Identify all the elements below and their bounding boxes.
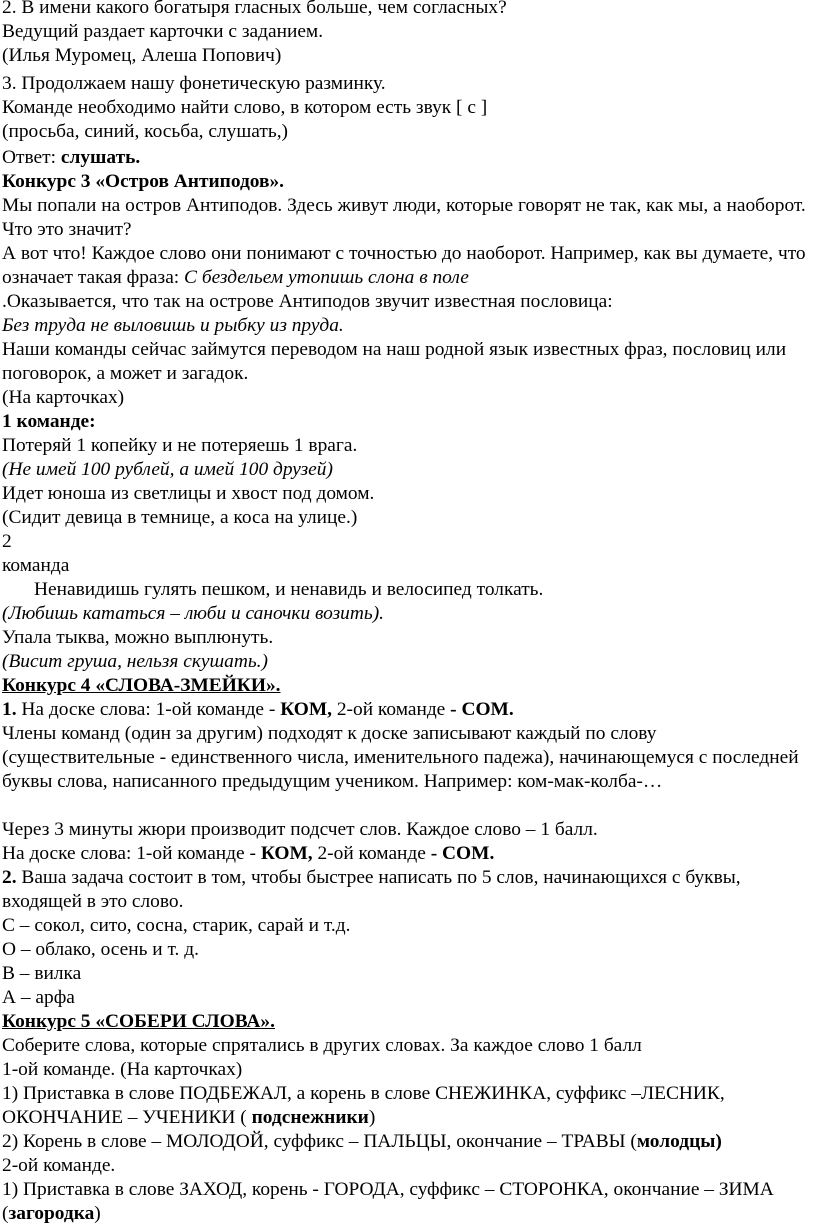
paragraph: Ведущий раздает карточки с заданием.: [2, 21, 324, 42]
team-2-label: 2-ой команде.: [2, 1155, 116, 1176]
team-2-label: команда: [2, 555, 70, 576]
text-run: 2-ой команде: [312, 843, 431, 864]
paragraph: Соберите слова, которые спрятались в других словах. За каждое слово 1 балл: [2, 1035, 642, 1056]
list-item: С – сокол, сито, сосна, старик, сарай и т.д.: [2, 915, 351, 936]
phrase: Потеряй 1 копейку и не потеряешь 1 врага.: [2, 435, 358, 456]
word-task: [2, 1130, 810, 1154]
task-number: 1.: [2, 699, 17, 720]
question-3: 3. Продолжаем нашу фонетическую разминку.: [2, 73, 386, 94]
paragraph: (На карточках): [2, 387, 125, 408]
answer-line: [2, 146, 810, 170]
example-phrase: С бездельем утопишь слона в поле: [184, 266, 469, 288]
paragraph: Команде необходимо найти слово, в котором есть звук [ с ]: [2, 97, 488, 118]
heading-text: Конкурс 3 «Остров Антиподов».: [2, 171, 285, 192]
list-item: А – арфа: [2, 987, 75, 1008]
proverb-text: Без труда не выловишь и рыбку из пруда.: [2, 315, 344, 336]
answer-text: (Любишь кататься – люби и саночки возить).: [2, 603, 384, 624]
answer-text: (Не имей 100 рублей, а имей 100 друзей): [2, 459, 333, 480]
paragraph: Через 3 минуты жюри производит подсчет слов. Каждое слово – 1 балл.: [2, 819, 598, 840]
answer: (Илья Муромец, Алеша Попович): [2, 45, 282, 66]
phrase-answer: [2, 650, 810, 674]
proverb: [2, 314, 810, 338]
text-run: На доске слова: 1-ой команде -: [16, 699, 281, 720]
word-task: [2, 1082, 810, 1130]
list-item: О – облако, осень и т. д.: [2, 939, 199, 960]
text-run: 2) Корень в слове – МОЛОДОЙ, суффикс – ПАЛЬЦЫ, окончание – ТРАВЫ (: [2, 1131, 637, 1152]
phrase: Упала тыква, можно выплюнуть.: [2, 627, 274, 648]
team-2-number: 2: [2, 531, 12, 552]
phrase: Ненавидишь гулять пешком, и ненавидь и велосипед толкать.: [34, 579, 544, 600]
paragraph: Мы попали на остров Антиподов. Здесь живут люди, которые говорят не так, как мы, а наоборот. Что это значит?: [2, 195, 806, 240]
answer-text: (Висит груша, нельзя скушать.): [2, 651, 268, 672]
phrase-answer: [2, 458, 810, 482]
phrase: Идет юноша из светлицы и хвост под домом.: [2, 483, 375, 504]
text-run: 1) Приставка в слове ПОДБЕЖАЛ, а корень в слове СНЕЖИНКА, суффикс –ЛЕСНИК, ОКОНЧАНИЕ – УЧЕНИКИ (: [2, 1083, 725, 1128]
phrase-answer: (Сидит девица в темнице, а коса на улице.): [2, 507, 358, 528]
word-task: [2, 1178, 810, 1226]
text-run: На доске слова: 1-ой команде -: [2, 843, 261, 864]
heading-text: Конкурс 4 «СЛОВА-ЗМЕЙКИ».: [2, 675, 281, 696]
question-2: 2. В имени какого богатыря гласных больше, чем согласных?: [2, 0, 507, 18]
text-run: ): [368, 1106, 376, 1128]
text-run: 1) Приставка в слове ЗАХОД, корень - ГОРОДА, суффикс – СТОРОНКА, окончание – ЗИМА (: [2, 1179, 774, 1224]
text-run: А вот что! Каждое слово они понимают с точностью до наоборот. Например, как вы думаете, что означает такая фраза:: [2, 243, 806, 288]
answer-label: Ответ:: [2, 147, 61, 168]
paragraph: [2, 842, 810, 866]
text-run: ): [94, 1202, 101, 1224]
word-som: - СОМ.: [450, 699, 514, 720]
section-heading-4: [2, 674, 810, 698]
paragraph: Наши команды сейчас займутся переводом на наш родной язык известных фраз, пословиц или поговорок, а может и загадок.: [2, 339, 787, 384]
answer-word: загородка: [8, 1202, 95, 1224]
word-kom: КОМ,: [280, 699, 333, 720]
text-run: 2-ой команде: [332, 699, 451, 720]
team-label-text: 1 команде:: [2, 411, 96, 432]
word-kom: КОМ,: [260, 843, 313, 864]
answer-word: подснежники: [251, 1106, 369, 1128]
paragraph: .Оказывается, что так на острове Антиподов звучит известная пословица:: [2, 291, 613, 312]
answer-word: слушать.: [60, 147, 141, 168]
phrase-answer: [2, 602, 810, 626]
word-som: - СОМ.: [430, 843, 495, 864]
section-heading-3: [2, 170, 810, 194]
task-2: [2, 866, 810, 914]
answer-options: (просьба, синий, косьба, слушать,): [2, 121, 289, 142]
heading-text: Конкурс 5 «СОБЕРИ СЛОВА».: [2, 1011, 275, 1032]
team-1-label: [2, 410, 810, 434]
task-1: [2, 698, 810, 722]
paragraph: Члены команд (один за другим) подходят к доске записывают каждый по слову (существительные - единственного числа, именительного падежа), начинающемуся с последней буквы слова, написанного предыдущим учеником. Например: ком-мак-колба-…: [2, 723, 799, 792]
paragraph: [2, 242, 810, 290]
answer-word: молодцы): [636, 1131, 722, 1152]
list-item: В – вилка: [2, 963, 82, 984]
text-run: Ваша задача состоит в том, чтобы быстрее написать по 5 слов, начинающихся с буквы, входящей в это слово.: [2, 867, 741, 912]
section-heading-5: [2, 1010, 810, 1034]
team-1-label: 1-ой команде. (На карточках): [2, 1059, 243, 1080]
task-number: 2.: [2, 867, 17, 888]
